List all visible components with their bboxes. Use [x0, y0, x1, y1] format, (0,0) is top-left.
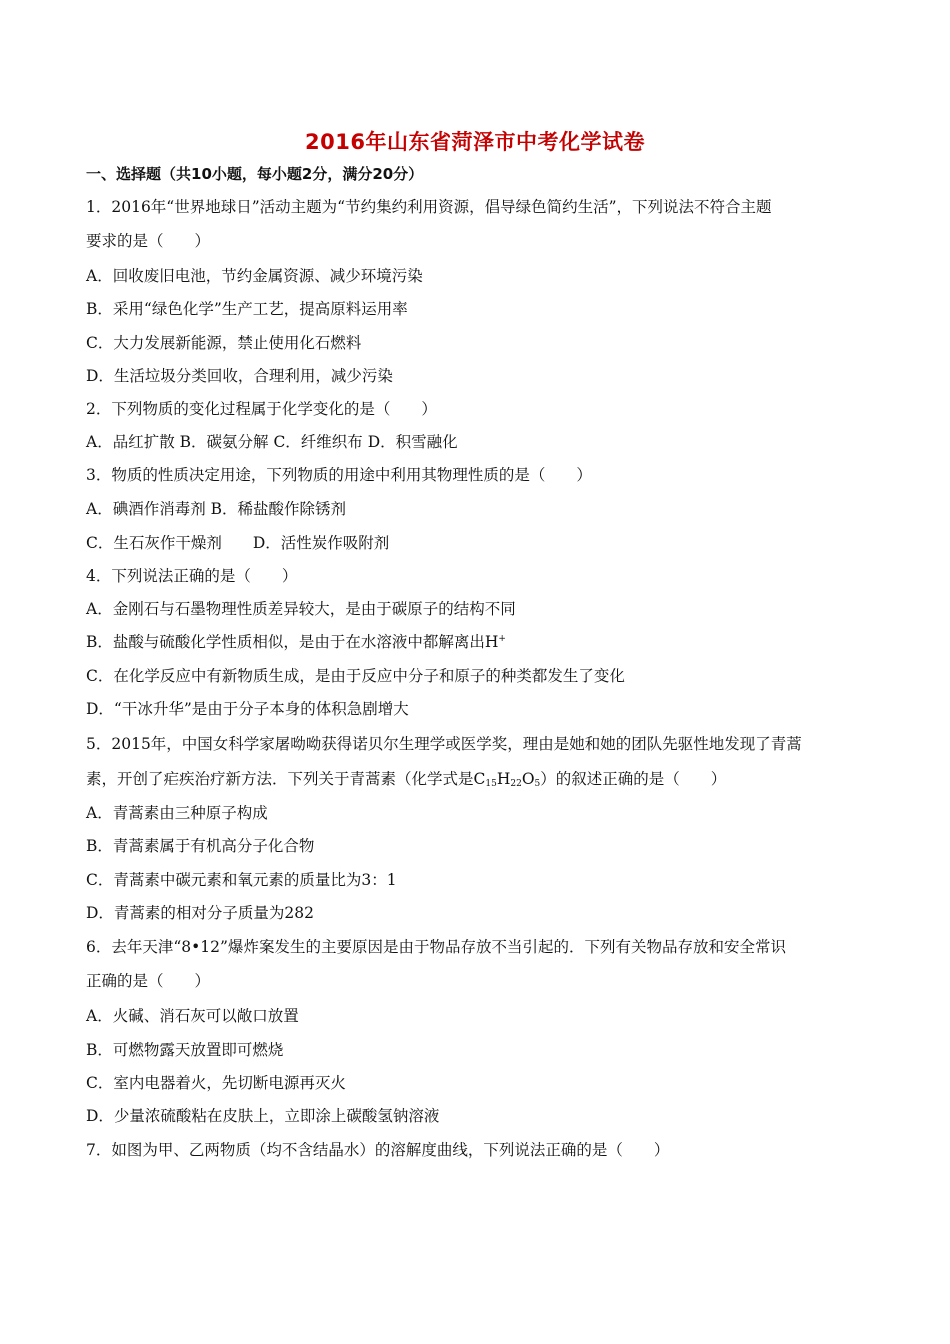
q3-options-cd: C．生石灰作干燥剂 D．活性炭作吸附剂: [86, 534, 390, 552]
q7-stem: 7．如图为甲、乙两物质（均不含结晶水）的溶解度曲线，下列说法正确的是（ ）: [86, 1141, 670, 1159]
q4-option-a: A．金刚石与石墨物理性质差异较大，是由于碳原子的结构不同: [86, 600, 516, 618]
q6-option-b: B．可燃物露天放置即可燃烧: [86, 1041, 284, 1059]
section-heading: 一、选择题（共10小题，每小题2分，满分20分）: [86, 165, 424, 183]
formula-sub-o: 5: [534, 779, 541, 789]
q2-stem: 2．下列物质的变化过程属于化学变化的是（ ）: [86, 400, 437, 418]
formula-h: H: [496, 770, 511, 788]
q1-stem-line-1: 1．2016年“世界地球日”活动主题为“节约集约利用资源，倡导绿色简约生活”，下列说法不符合主题: [86, 198, 772, 216]
q1-option-a: A．回收废旧电池，节约金属资源、减少环境污染: [86, 267, 423, 285]
q2-options: A．品红扩散 B．碳氨分解 C．纤维织布 D．积雪融化: [86, 433, 458, 451]
q5-option-b: B．青蒿素属于有机高分子化合物: [86, 837, 315, 855]
q5-option-a: A．青蒿素由三种原子构成: [86, 804, 268, 822]
q5-stem-pre: 素，开创了疟疾治疗新方法．下列关于青蒿素（化学式是C: [86, 770, 486, 788]
q6-option-d: D．少量浓硫酸粘在皮肤上，立即涂上碳酸氢钠溶液: [86, 1107, 440, 1125]
q1-option-d: D．生活垃圾分类回收，合理利用，减少污染: [86, 367, 393, 385]
formula-sub-c: 15: [485, 779, 497, 789]
q5-stem-line-1: 5．2015年，中国女科学家屠呦呦获得诺贝尔生理学或医学奖，理由是她和她的团队先驱性地发现了青蒿: [86, 735, 802, 753]
q4-option-b: [86, 632, 506, 652]
q5-stem-line-2: [86, 769, 726, 789]
q1-stem-line-2: 要求的是（ ）: [86, 232, 211, 250]
formula-sub-h: 22: [510, 779, 522, 789]
q4-stem: 4．下列说法正确的是（ ）: [86, 567, 298, 585]
q6-option-a: A．火碱、消石灰可以敞口放置: [86, 1007, 299, 1025]
q6-stem-line-2: 正确的是（ ）: [86, 972, 211, 990]
q4-option-c: C．在化学反应中有新物质生成，是由于反应中分子和原子的种类都发生了变化: [86, 667, 625, 685]
q5-option-c: C．青蒿素中碳元素和氧元素的质量比为3：1: [86, 871, 397, 889]
q3-options-ab: A．碘酒作消毒剂 B．稀盐酸作除锈剂: [86, 500, 347, 518]
q4-option-b-text: B．盐酸与硫酸化学性质相似，是由于在水溶液中都解离出H: [86, 633, 499, 651]
q4-option-d: D．“干冰升华”是由于分子本身的体积急剧增大: [86, 700, 409, 718]
hydrogen-ion-charge: +: [498, 634, 506, 644]
page-title: 2016年山东省菏泽市中考化学试卷: [305, 130, 645, 154]
q1-option-b: B．采用“绿色化学”生产工艺，提高原料运用率: [86, 300, 408, 318]
q6-stem-line-1: 6．去年天津“8•12”爆炸案发生的主要原因是由于物品存放不当引起的．下列有关物品存放和安全常识: [86, 938, 786, 956]
q1-option-c: C．大力发展新能源，禁止使用化石燃料: [86, 334, 362, 352]
q5-option-d: D．青蒿素的相对分子质量为282: [86, 904, 315, 922]
formula-o: O: [521, 770, 535, 788]
q5-stem-post: ）的叙述正确的是（ ）: [540, 770, 727, 788]
q3-stem: 3．物质的性质决定用途，下列物质的用途中利用其物理性质的是（ ）: [86, 466, 592, 484]
q6-option-c: C．室内电器着火，先切断电源再灭火: [86, 1074, 346, 1092]
